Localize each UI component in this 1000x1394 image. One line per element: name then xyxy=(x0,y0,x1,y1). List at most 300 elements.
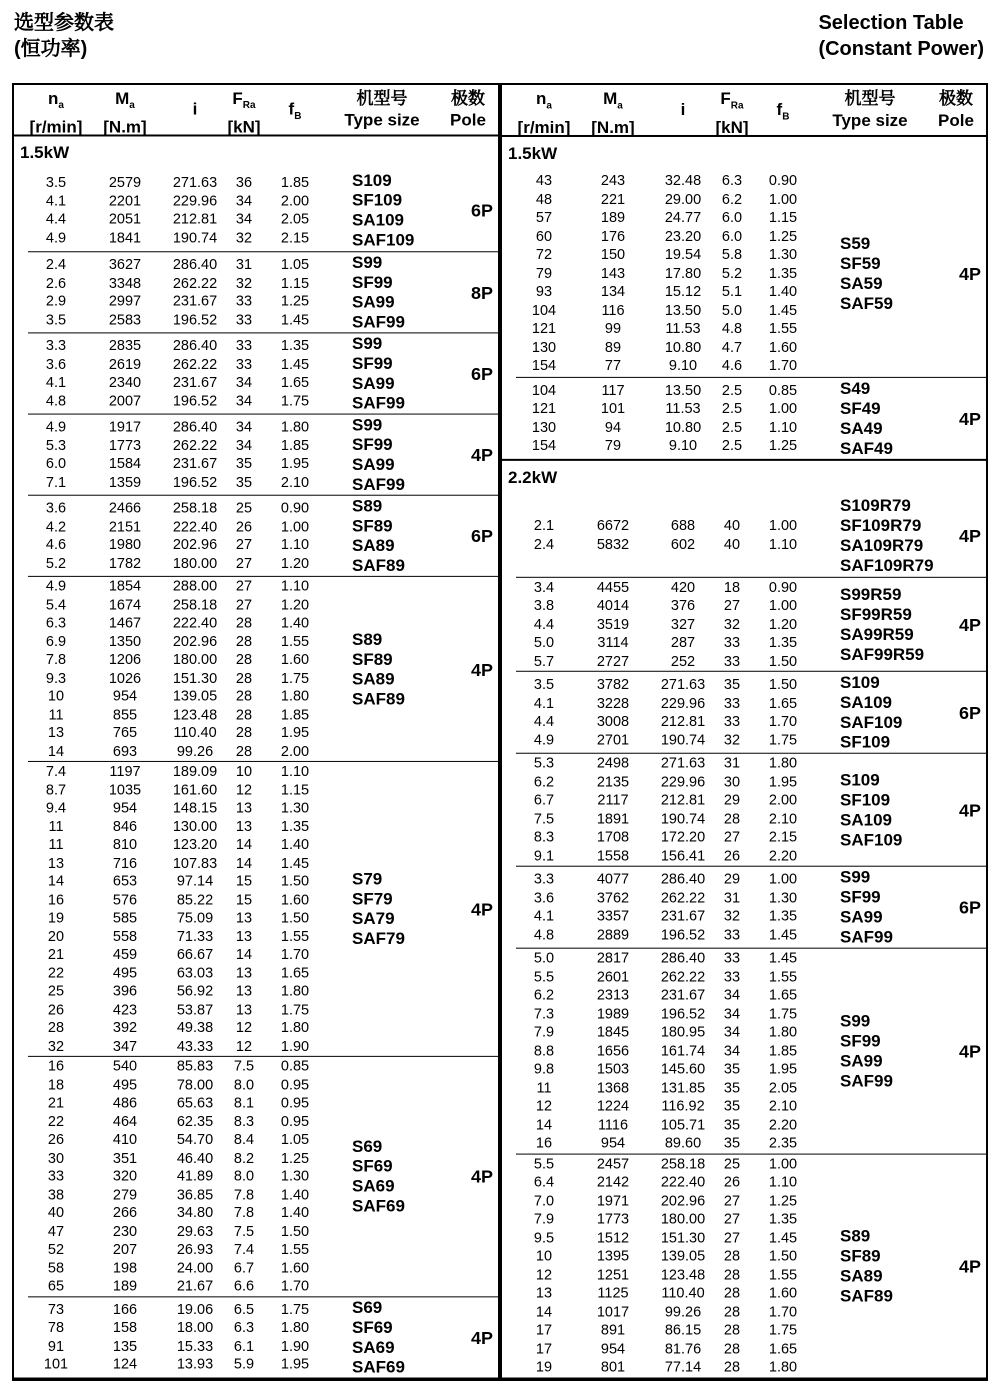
table-row xyxy=(502,1285,986,1303)
col-head-type-line xyxy=(818,110,922,132)
col-head-pole-pole_en: Pole xyxy=(938,110,974,130)
col-head-na-na_unit: [r/min] xyxy=(517,118,571,138)
cell-i: 63.03 xyxy=(176,965,214,982)
cell-fra: 32 xyxy=(235,275,253,292)
type-size: SAF99 xyxy=(352,393,405,413)
cell-na: 57 xyxy=(535,209,553,226)
cell-na: 13 xyxy=(535,1285,553,1302)
power-section xyxy=(502,460,986,1379)
cell-ma: 1026 xyxy=(108,670,142,687)
cell-fb: 1.95 xyxy=(768,1061,798,1078)
cell-fra: 35 xyxy=(235,456,253,472)
cell-i: 376 xyxy=(670,597,696,614)
cell-ma: 396 xyxy=(112,983,138,1000)
cell-fra: 5.9 xyxy=(233,1356,255,1373)
cell-ma: 207 xyxy=(112,1241,138,1258)
cell-na: 7.9 xyxy=(533,1211,555,1228)
cell-ma: 2727 xyxy=(596,653,630,670)
cell-ma: 3519 xyxy=(596,616,630,633)
table-row xyxy=(502,1322,986,1340)
cell-fra: 28 xyxy=(723,811,741,828)
cell-na: 52 xyxy=(47,1241,65,1258)
table-row xyxy=(14,724,498,742)
cell-i: 189.09 xyxy=(172,763,218,780)
cell-na: 5.4 xyxy=(45,597,67,613)
col-head-fra-fra_unit: [kN] xyxy=(227,118,261,137)
cell-na: 26 xyxy=(47,1132,65,1148)
col-head-i-i: i xyxy=(192,99,198,119)
cell-na: 78 xyxy=(47,1320,65,1336)
cell-i: 107.83 xyxy=(172,855,218,872)
cell-fb: 1.80 xyxy=(768,755,798,772)
type-size-list xyxy=(352,1298,405,1377)
cell-fb: 1.70 xyxy=(280,1278,310,1295)
cell-i: 327 xyxy=(670,616,696,633)
cell-i: 29.00 xyxy=(664,191,702,208)
table-row xyxy=(502,1005,986,1023)
col-head-pole xyxy=(926,88,986,132)
table-row xyxy=(502,209,986,227)
col-head-ma xyxy=(94,88,156,139)
type-group xyxy=(516,948,986,1154)
table-row xyxy=(502,1266,986,1284)
cell-fra: 6.3 xyxy=(721,172,743,189)
cell-fra: 34 xyxy=(235,374,253,391)
cell-fra: 28 xyxy=(235,688,253,705)
cell-ma: 1503 xyxy=(596,1061,630,1078)
pole-count: 8P xyxy=(470,282,494,303)
cell-i: 99.26 xyxy=(664,1304,702,1321)
col-head-ma-ma_sub: a xyxy=(129,100,135,112)
col-head-na-na_sub: a xyxy=(58,100,64,112)
cell-fb: 1.65 xyxy=(280,374,310,391)
cell-fb: 1.25 xyxy=(280,1150,310,1167)
cell-fb: 1.35 xyxy=(768,634,798,651)
cell-ma: 2466 xyxy=(108,500,142,517)
cell-ma: 243 xyxy=(600,172,626,189)
cell-fb: 1.55 xyxy=(768,320,798,337)
table-row xyxy=(502,301,986,319)
cell-na: 19 xyxy=(47,910,65,927)
table-row xyxy=(14,669,498,687)
cell-i: 11.53 xyxy=(665,400,701,417)
cell-fb: 1.60 xyxy=(280,652,310,668)
cell-na: 130 xyxy=(531,339,557,356)
cell-ma: 891 xyxy=(600,1322,626,1339)
table-row xyxy=(502,987,986,1005)
table-row xyxy=(502,926,986,944)
col-head-fb-fb_sym: f xyxy=(776,99,783,119)
cell-ma: 3348 xyxy=(108,275,142,292)
cell-fra: 13 xyxy=(235,910,253,927)
cell-i: 196.52 xyxy=(660,1006,706,1023)
type-size: SF109 xyxy=(840,790,891,810)
cell-na: 4.1 xyxy=(45,193,67,210)
cell-na: 9.8 xyxy=(533,1061,555,1078)
cell-fb: 1.45 xyxy=(768,1230,798,1247)
table-row xyxy=(14,293,498,311)
cell-i: 36.85 xyxy=(176,1187,214,1203)
cell-fra: 28 xyxy=(723,1341,741,1358)
type-size: SF99R59 xyxy=(840,604,912,624)
cell-fra: 33 xyxy=(723,927,741,944)
cell-fb: 1.05 xyxy=(280,1132,310,1148)
cell-na: 121 xyxy=(531,400,557,417)
cell-fb: 1.35 xyxy=(280,818,310,835)
cell-i: 78.00 xyxy=(176,1077,214,1093)
col-head-na xyxy=(516,88,572,139)
cell-i: 190.74 xyxy=(660,811,706,828)
cell-fra: 34 xyxy=(723,987,741,1004)
cell-fb: 1.70 xyxy=(768,357,798,374)
selection-table-left xyxy=(12,83,500,1381)
col-head-type-line xyxy=(330,110,434,132)
col-head-pole-line xyxy=(438,88,498,110)
cell-na: 12 xyxy=(535,1098,553,1115)
table-row xyxy=(14,192,498,210)
cell-fra: 40 xyxy=(723,517,741,534)
pole-count: 4P xyxy=(958,263,982,284)
cell-ma: 1971 xyxy=(596,1193,630,1210)
type-size: S99 xyxy=(352,415,383,435)
cell-na: 16 xyxy=(535,1135,553,1152)
col-head-fra xyxy=(708,88,756,139)
cell-fb: 2.00 xyxy=(280,743,310,760)
power-rating: 2.2kW xyxy=(508,467,558,487)
table-row xyxy=(502,889,986,907)
cell-na: 12 xyxy=(535,1267,553,1284)
table-row xyxy=(502,246,986,264)
cell-na: 5.3 xyxy=(45,437,67,454)
col-head-type xyxy=(330,88,434,132)
table-row xyxy=(502,1340,986,1358)
cell-fra: 28 xyxy=(235,615,253,632)
cell-na: 11 xyxy=(48,707,64,723)
cell-ma: 1512 xyxy=(596,1230,630,1247)
pole-count: 6P xyxy=(470,364,494,384)
table-row xyxy=(502,847,986,865)
table-row xyxy=(502,731,986,749)
cell-fb: 1.75 xyxy=(280,1301,310,1318)
cell-i: 190.74 xyxy=(660,732,706,749)
cell-i: 145.60 xyxy=(660,1061,706,1078)
cell-ma: 320 xyxy=(112,1168,138,1185)
cell-fra: 28 xyxy=(723,1285,741,1302)
cell-fra: 4.6 xyxy=(721,357,743,374)
cell-i: 29.63 xyxy=(176,1223,214,1240)
cell-ma: 495 xyxy=(112,1077,138,1093)
type-size: SF99 xyxy=(352,354,393,373)
cell-fb: 2.15 xyxy=(768,829,798,846)
col-head-type-type_en: Type size xyxy=(832,110,908,130)
type-group xyxy=(28,414,498,496)
table-body xyxy=(502,85,986,1379)
cell-fra: 7.5 xyxy=(233,1058,255,1075)
cell-ma: 3627 xyxy=(108,257,142,274)
cell-i: 222.40 xyxy=(172,615,218,632)
cell-i: 262.22 xyxy=(660,890,706,907)
col-head-fra-line xyxy=(708,88,756,117)
cell-na: 14 xyxy=(535,1117,553,1134)
cell-ma: 1674 xyxy=(108,597,142,613)
cell-na: 4.4 xyxy=(533,616,555,633)
col-head-na-line xyxy=(516,88,572,117)
cell-na: 3.3 xyxy=(45,338,67,355)
cell-na: 13 xyxy=(47,725,65,742)
cell-fra: 6.2 xyxy=(721,191,743,208)
cell-fb: 0.85 xyxy=(768,382,798,399)
cell-ma: 3008 xyxy=(596,713,630,730)
cell-fb: 1.95 xyxy=(280,725,310,742)
cell-fra: 33 xyxy=(723,950,741,967)
cell-na: 3.3 xyxy=(533,871,555,888)
cell-fra: 32 xyxy=(235,229,253,246)
table-row xyxy=(502,381,986,399)
type-group xyxy=(28,251,498,333)
cell-i: 53.87 xyxy=(176,1001,214,1018)
cell-fb: 1.40 xyxy=(280,1187,310,1203)
cell-na: 16 xyxy=(47,1058,65,1075)
cell-ma: 1368 xyxy=(596,1080,630,1097)
cell-fb: 1.60 xyxy=(768,339,798,356)
pole-count: 6P xyxy=(470,200,494,221)
cell-fb: 0.85 xyxy=(280,1058,310,1075)
type-size: SA79 xyxy=(352,909,395,929)
cell-ma: 2997 xyxy=(108,293,142,310)
cell-i: 19.54 xyxy=(664,246,702,263)
type-size-list xyxy=(840,495,934,575)
type-size: SA109 xyxy=(840,692,892,712)
cell-i: 139.05 xyxy=(172,688,218,705)
type-size: SF49 xyxy=(840,398,881,418)
type-size-list xyxy=(352,334,405,413)
type-size: SAF109 xyxy=(352,230,415,250)
table-row xyxy=(14,946,498,964)
cell-fb: 1.00 xyxy=(768,400,798,417)
cell-fra: 34 xyxy=(723,1006,741,1023)
cell-fb: 2.10 xyxy=(768,811,798,828)
cell-na: 2.4 xyxy=(533,536,555,553)
cell-fb: 0.95 xyxy=(280,1077,310,1093)
cell-na: 2.9 xyxy=(45,293,67,310)
cell-na: 5.5 xyxy=(533,969,555,986)
type-size: SAF79 xyxy=(352,929,405,948)
type-size: S109 xyxy=(352,171,392,190)
col-head-pole-pole_cn: 极数 xyxy=(939,88,973,108)
type-size: SA49 xyxy=(840,418,883,438)
cell-fb: 1.50 xyxy=(768,676,798,693)
cell-na: 3.5 xyxy=(45,175,67,191)
table-row xyxy=(14,392,498,410)
cell-i: 81.76 xyxy=(664,1341,702,1358)
cell-fra: 28 xyxy=(723,1359,741,1376)
col-head-fb-fb_sym: f xyxy=(288,99,295,119)
cell-ma: 2701 xyxy=(596,732,630,749)
col-head-ma-ma_sub: a xyxy=(617,100,623,112)
cell-fra: 35 xyxy=(723,1135,741,1152)
cell-fb: 2.05 xyxy=(280,211,310,228)
cell-fb: 1.55 xyxy=(280,633,310,650)
cell-na: 11 xyxy=(48,818,64,835)
table-row xyxy=(14,1149,498,1167)
cell-na: 4.9 xyxy=(45,578,67,595)
cell-i: 271.63 xyxy=(172,175,218,191)
cell-fra: 33 xyxy=(723,969,741,986)
cell-na: 154 xyxy=(531,437,557,454)
cell-ma: 954 xyxy=(600,1341,626,1358)
cell-i: 180.00 xyxy=(660,1211,706,1228)
cell-i: 13.50 xyxy=(664,382,702,399)
cell-fra: 34 xyxy=(235,393,253,410)
cell-i: 271.63 xyxy=(660,676,706,693)
table-row xyxy=(14,763,498,781)
type-size: SA99 xyxy=(352,373,395,393)
cell-i: 156.41 xyxy=(660,848,706,865)
cell-i: 196.52 xyxy=(172,393,218,410)
cell-na: 26 xyxy=(47,1001,65,1018)
cell-ma: 2457 xyxy=(596,1156,630,1173)
cell-fra: 33 xyxy=(235,338,253,355)
type-size: S109 xyxy=(840,672,880,692)
cell-fra: 35 xyxy=(723,1080,741,1097)
cell-ma: 1035 xyxy=(108,782,142,799)
table-row xyxy=(14,854,498,872)
cell-i: 99.26 xyxy=(176,743,214,760)
cell-fra: 31 xyxy=(235,257,253,274)
cell-fb: 2.35 xyxy=(768,1135,798,1152)
type-size: SA109R79 xyxy=(840,535,924,555)
cell-ma: 410 xyxy=(112,1132,138,1148)
cell-i: 15.12 xyxy=(664,283,702,300)
cell-ma: 347 xyxy=(112,1038,138,1055)
pole-count: 4P xyxy=(958,800,982,821)
cell-fb: 1.70 xyxy=(280,947,310,963)
table-row xyxy=(502,190,986,208)
table-row xyxy=(502,1098,986,1116)
cell-i: 231.67 xyxy=(660,987,706,1004)
col-head-i-i: i xyxy=(680,99,686,119)
cell-i: 46.40 xyxy=(176,1150,214,1167)
cell-fb: 1.75 xyxy=(280,393,310,410)
type-size: SAF99 xyxy=(840,927,893,947)
type-size: S99 xyxy=(352,253,383,273)
cell-fra: 26 xyxy=(723,848,741,865)
cell-ma: 855 xyxy=(112,707,138,723)
cell-ma: 1116 xyxy=(597,1117,629,1134)
cell-i: 131.85 xyxy=(660,1080,706,1097)
type-group xyxy=(516,671,986,754)
cell-fra: 6.7 xyxy=(233,1260,255,1277)
cell-fb: 1.80 xyxy=(768,1359,798,1376)
table-row xyxy=(14,651,498,669)
table-row xyxy=(502,694,986,712)
cell-fra: 27 xyxy=(235,578,253,595)
cell-ma: 79 xyxy=(604,437,622,454)
type-size-list xyxy=(352,870,405,949)
type-size: SF89 xyxy=(352,649,393,669)
cell-ma: 2135 xyxy=(596,774,630,791)
type-size-list xyxy=(840,673,902,753)
cell-ma: 1782 xyxy=(108,555,142,572)
cell-ma: 2601 xyxy=(596,969,630,986)
cell-fra: 25 xyxy=(723,1156,741,1173)
cell-i: 24.00 xyxy=(176,1260,214,1277)
col-head-ma-line xyxy=(582,88,644,117)
type-size: SA99 xyxy=(352,292,395,312)
table-row xyxy=(14,473,498,491)
table-row xyxy=(14,1319,498,1337)
cell-fb: 1.15 xyxy=(280,275,310,292)
pole-count: 4P xyxy=(470,1166,494,1187)
type-size: SA99 xyxy=(840,907,883,927)
cell-ma: 1467 xyxy=(108,615,142,632)
cell-ma: 158 xyxy=(112,1320,138,1336)
cell-fb: 1.75 xyxy=(280,1001,310,1018)
table-row xyxy=(502,1359,986,1377)
cell-fb: 1.65 xyxy=(768,1341,798,1358)
cell-fra: 8.3 xyxy=(233,1113,255,1130)
cell-fb: 1.45 xyxy=(768,927,798,944)
type-size-list xyxy=(840,585,924,665)
cell-i: 212.81 xyxy=(660,792,706,809)
cell-fb: 1.50 xyxy=(768,653,798,670)
cell-i: 24.77 xyxy=(664,209,702,226)
cell-na: 7.9 xyxy=(533,1024,555,1041)
cell-fb: 2.15 xyxy=(280,229,310,246)
cell-fb: 1.40 xyxy=(768,283,798,300)
cell-fra: 33 xyxy=(723,634,741,651)
type-size: SA99R59 xyxy=(840,624,914,644)
cell-fb: 1.25 xyxy=(768,1193,798,1210)
cell-fra: 8.2 xyxy=(233,1150,255,1167)
cell-na: 5.3 xyxy=(533,755,555,772)
cell-na: 130 xyxy=(531,419,557,436)
cell-fb: 1.25 xyxy=(768,437,798,454)
type-size: S79 xyxy=(352,869,383,889)
type-group xyxy=(28,495,498,577)
pole-count: 4P xyxy=(958,1041,982,1062)
cell-na: 3.6 xyxy=(45,500,67,517)
cell-na: 14 xyxy=(47,873,65,890)
cell-fb: 0.95 xyxy=(280,1095,310,1112)
cell-na: 154 xyxy=(531,357,557,374)
cell-na: 93 xyxy=(535,283,553,300)
cell-ma: 4455 xyxy=(596,579,630,596)
cell-fra: 35 xyxy=(723,1061,741,1078)
cell-i: 229.96 xyxy=(172,193,218,210)
cell-ma: 1197 xyxy=(109,763,141,780)
cell-i: 286.40 xyxy=(172,419,218,436)
table-body xyxy=(14,85,498,1379)
cell-i: 15.33 xyxy=(176,1338,214,1355)
cell-ma: 2142 xyxy=(596,1174,630,1191)
cell-fra: 28 xyxy=(235,633,253,650)
cell-i: 43.33 xyxy=(176,1038,214,1055)
cell-fb: 1.45 xyxy=(768,302,798,319)
table-row xyxy=(14,909,498,927)
cell-na: 22 xyxy=(47,965,65,982)
cell-fra: 28 xyxy=(235,707,253,723)
cell-na: 7.4 xyxy=(45,763,67,780)
cell-fra: 6.0 xyxy=(721,228,743,245)
col-head-fb-line xyxy=(754,99,812,128)
cell-fb: 1.80 xyxy=(768,1024,798,1041)
type-size: SF89 xyxy=(352,516,393,536)
cell-i: 34.80 xyxy=(176,1205,214,1222)
cell-fra: 8.0 xyxy=(233,1168,255,1185)
cell-ma: 1224 xyxy=(596,1098,630,1115)
type-size: SAF89 xyxy=(352,689,405,709)
